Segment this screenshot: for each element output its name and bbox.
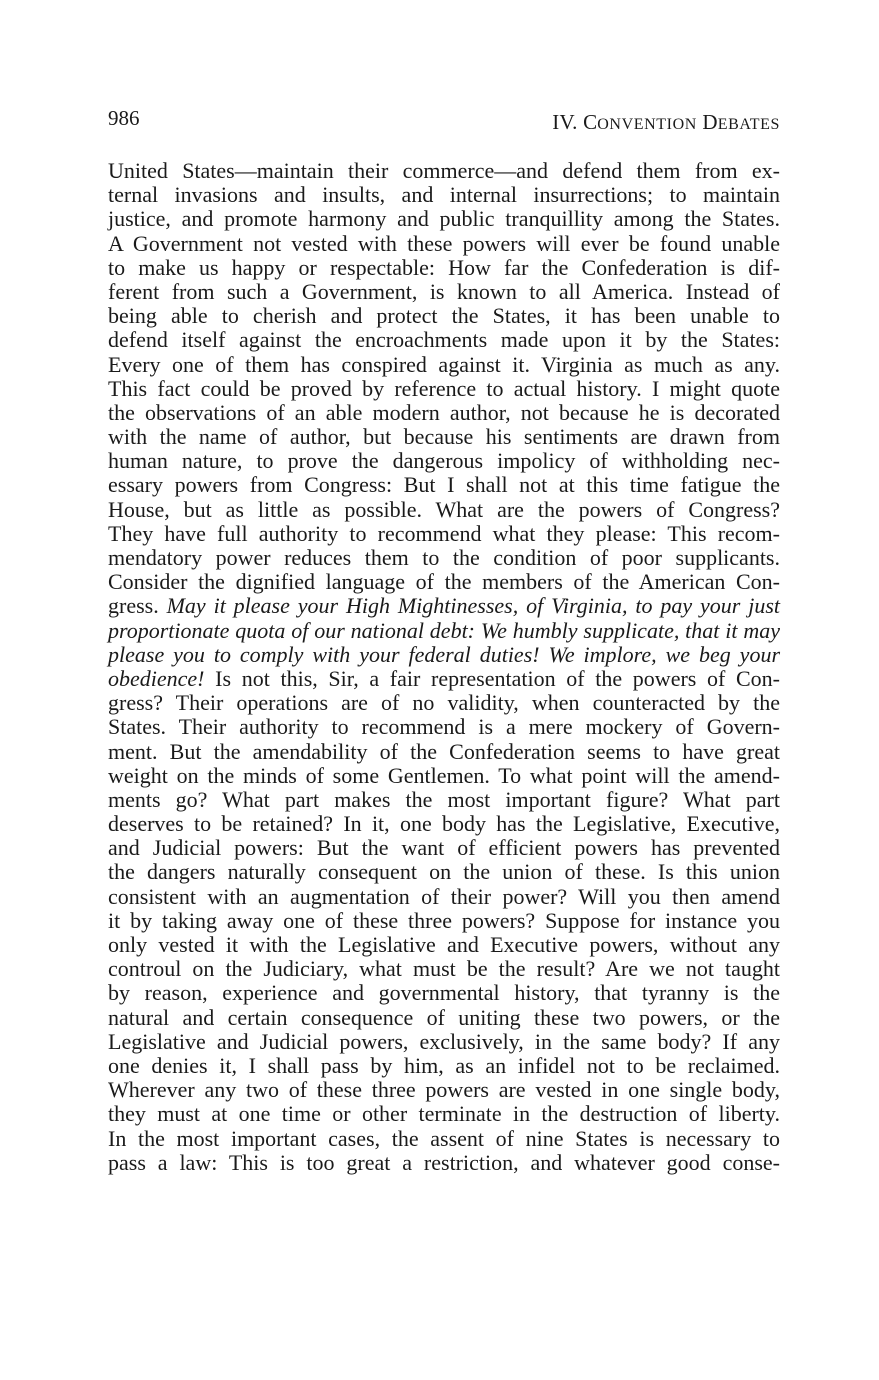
text-line: it by taking away one of these three powers? Suppose for instance you xyxy=(108,907,780,933)
section-word-2: DEBATES xyxy=(702,110,780,134)
text-line xyxy=(108,619,780,643)
text-line: pass a law: This is too great a restriction, and whatever good conse- xyxy=(108,1149,780,1175)
text-line: ternal invasions and insults, and internal insurrections; to maintain xyxy=(108,182,780,208)
text-line: Every one of them has conspired against it. Virginia as much as any. xyxy=(108,351,780,377)
text-line: ments go? What part makes the most important figure? What part xyxy=(108,786,780,812)
text-line: ment. But the amendability of the Confederation seems to have great xyxy=(108,738,780,764)
text-line: gress? Their operations are of no validity, when counteracted by the xyxy=(108,690,780,716)
text-line: States. Their authority to recommend is a mere mockery of Govern- xyxy=(108,714,780,740)
text-line: they must at one time or other terminate in the destruction of liberty. xyxy=(108,1101,780,1127)
text-line xyxy=(108,643,780,667)
text-line: Wherever any two of these three powers are vested in one single body, xyxy=(108,1077,780,1103)
italic-quote: please you to comply with your federal duties! We implore, we beg your xyxy=(108,641,780,667)
text-line: human nature, to prove the dangerous impolicy of withholding nec- xyxy=(108,448,780,474)
text-line: only vested it with the Legislative and Executive powers, without any xyxy=(108,932,780,957)
italic-quote: obedience! xyxy=(108,665,205,691)
italic-quote: May it please your High Mightinesses, of Virginia, to pay your just xyxy=(166,593,781,619)
text-line: ferent from such a Government, is known to all America. Instead of xyxy=(108,278,780,304)
text-line: weight on the minds of some Gentlemen. To what point will the amend- xyxy=(108,762,780,788)
text-line: being able to cherish and protect the States, it has been unable to xyxy=(108,303,780,329)
text-line: A Government not vested with these powers will ever be found unable xyxy=(108,230,780,256)
text-line: In the most important cases, the assent of nine States is necessary to xyxy=(108,1125,780,1151)
text-line: gress. May it please your High Mightinesses, of Virginia, to pay your just xyxy=(108,593,781,619)
text-line: natural and certain consequence of uniting these two powers, or the xyxy=(108,1004,780,1030)
text-line: justice, and promote harmony and public tranquillity among the States. xyxy=(108,206,780,232)
page-number: 986 xyxy=(108,106,140,130)
text-line: deserves to be retained? In it, one body has the Legislative, Executive, xyxy=(108,811,780,837)
text-line: House, but as little as possible. What are the powers of Congress? xyxy=(108,496,780,522)
running-head xyxy=(108,106,780,142)
section-prefix: IV. xyxy=(552,110,578,134)
text-line: They have full authority to recommend what they please: This recom- xyxy=(108,520,780,546)
italic-quote: proportionate quota of our national debt: We humbly supplicate, that it may xyxy=(108,617,780,643)
section-word-1: CONVENTION xyxy=(583,110,697,134)
text-line: one denies it, I shall pass by him, as an infidel not to be reclaimed. xyxy=(108,1052,780,1078)
text-line: United States—maintain their commerce—and defend them from ex- xyxy=(108,158,780,183)
text-line: the dangers naturally consequent on the union of these. Is this union xyxy=(108,859,780,885)
text-line: essary powers from Congress: But I shall not at this time fatigue the xyxy=(108,472,780,498)
text-line: defend itself against the encroachments made upon it by the States: xyxy=(108,327,780,353)
text-line: by reason, experience and governmental history, that tyranny is the xyxy=(108,980,780,1006)
text-line: This fact could be proved by reference to actual history. I might quote xyxy=(108,375,780,401)
text-line: obedience! Is not this, Sir, a fair representation of the powers of Con- xyxy=(108,665,780,691)
text-line: with the name of author, but because his sentiments are drawn from xyxy=(108,424,780,450)
text-line: controul on the Judiciary, what must be the result? Are we not taught xyxy=(108,956,780,982)
text-line: Legislative and Judicial powers, exclusively, in the same body? If any xyxy=(108,1028,780,1054)
text-line: consistent with an augmentation of their power? Will you then amend xyxy=(108,883,780,909)
text-line: to make us happy or respectable: How far the Confederation is dif- xyxy=(108,254,780,280)
text-line: mendatory power reduces them to the condition of poor supplicants. xyxy=(108,545,780,570)
text-line: and Judicial powers: But the want of efficient powers has prevented xyxy=(108,835,780,861)
text-line: the observations of an able modern author, not because he is decorated xyxy=(108,399,780,425)
body-text xyxy=(108,159,780,1175)
text-line: Consider the dignified language of the members of the American Con- xyxy=(108,569,780,595)
section-title xyxy=(552,110,780,135)
